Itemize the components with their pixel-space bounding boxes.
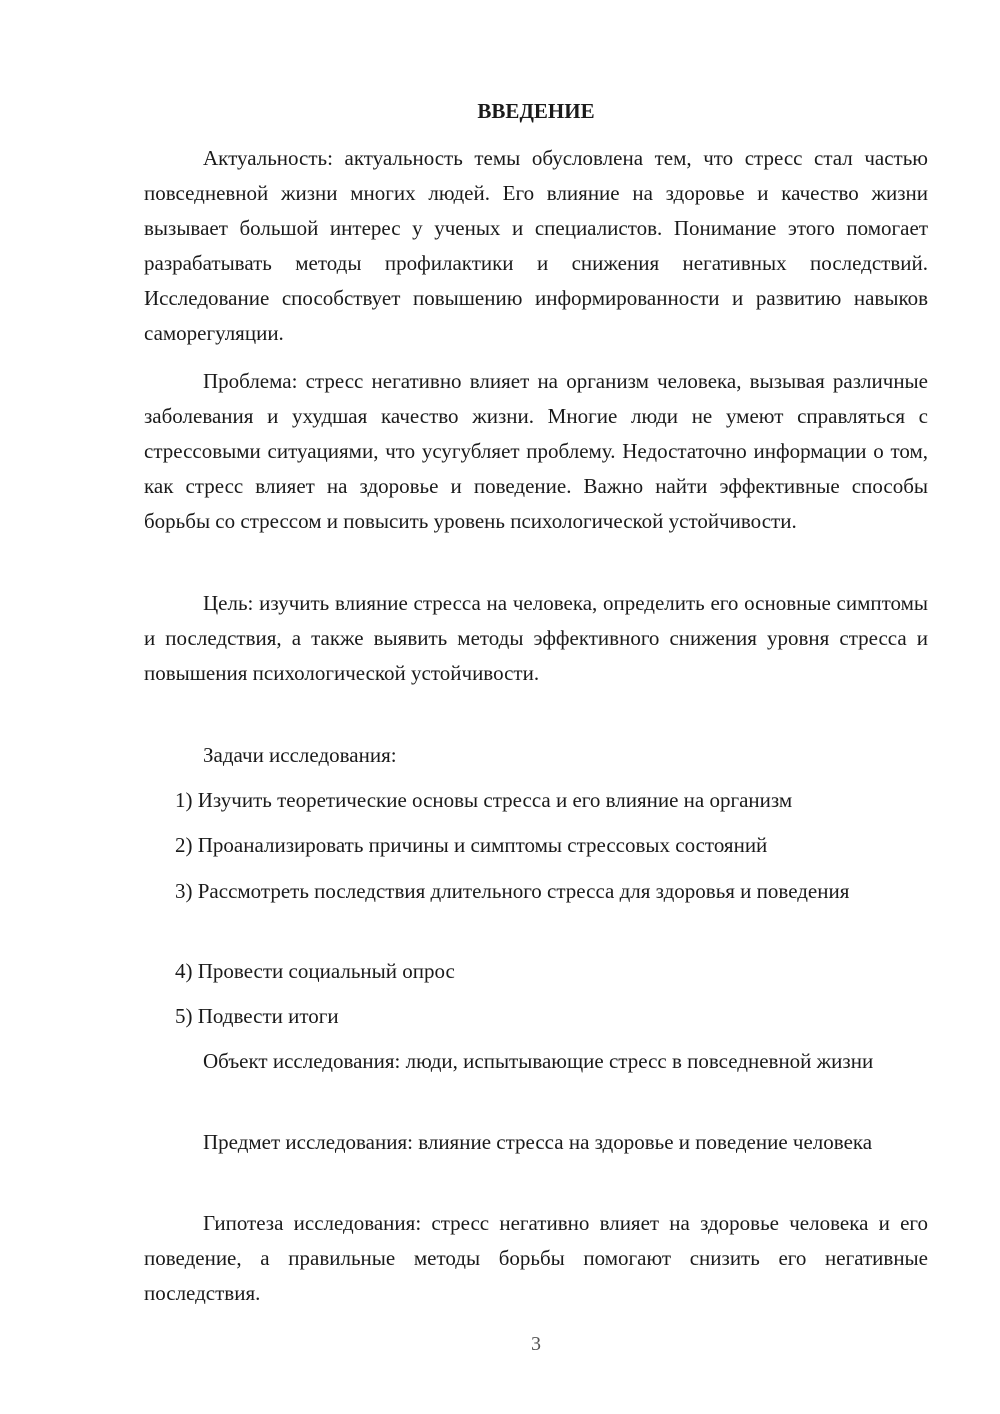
paragraph-goal: Цель: изучить влияние стресса на человека, определить его основные симптомы и последствия, а также выявить методы эффективного снижения уровня стресса и повышения психологической устойчивости. [144, 591, 928, 685]
paragraph-hypothesis: Гипотеза исследования: стресс негативно влияет на здоровье человека и его поведение, а правильные методы борьбы помогают снизить его негативные последствия. [144, 1211, 928, 1305]
task-item-3: 3) Рассмотреть последствия длительного стресса для здоровья и поведения [175, 879, 850, 903]
paragraph-subject: Предмет исследования: влияние стресса на здоровье и поведение человека [203, 1130, 873, 1154]
task-item-4: 4) Провести социальный опрос [175, 959, 455, 983]
tasks-heading: Задачи исследования: [203, 743, 397, 767]
paragraph-relevance: Актуальность: актуальность темы обусловлена тем, что стресс стал частью повседневной жизни многих людей. Его влияние на здоровье и качество жизни вызывает большой интерес у ученых и специалистов. Понимание этого помогает разрабатывать методы профилактики и снижения негативных последствий. Исследование способствует повышению информированности и развитию навыков саморегуляции. [144, 146, 928, 345]
page-number: 3 [531, 1333, 541, 1355]
page-title: ВВЕДЕНИЕ [477, 99, 595, 123]
paragraph-object: Объект исследования: люди, испытывающие стресс в повседневной жизни [203, 1049, 874, 1073]
paragraph-problem: Проблема: стресс негативно влияет на организм человека, вызывая различные заболевания и ухудшая качество жизни. Многие люди не умеют справляться с стрессовыми ситуациями, что усугубляет проблему. Недостаточно информации о том, как стресс влияет на здоровье и поведение. Важно найти эффективные способы борьбы со стрессом и повысить уровень психологической устойчивости. [144, 369, 928, 533]
task-item-2: 2) Проанализировать причины и симптомы стрессовых состояний [175, 833, 768, 857]
task-item-5: 5) Подвести итоги [175, 1004, 339, 1028]
task-item-1: 1) Изучить теоретические основы стресса и его влияние на организм [175, 788, 793, 812]
